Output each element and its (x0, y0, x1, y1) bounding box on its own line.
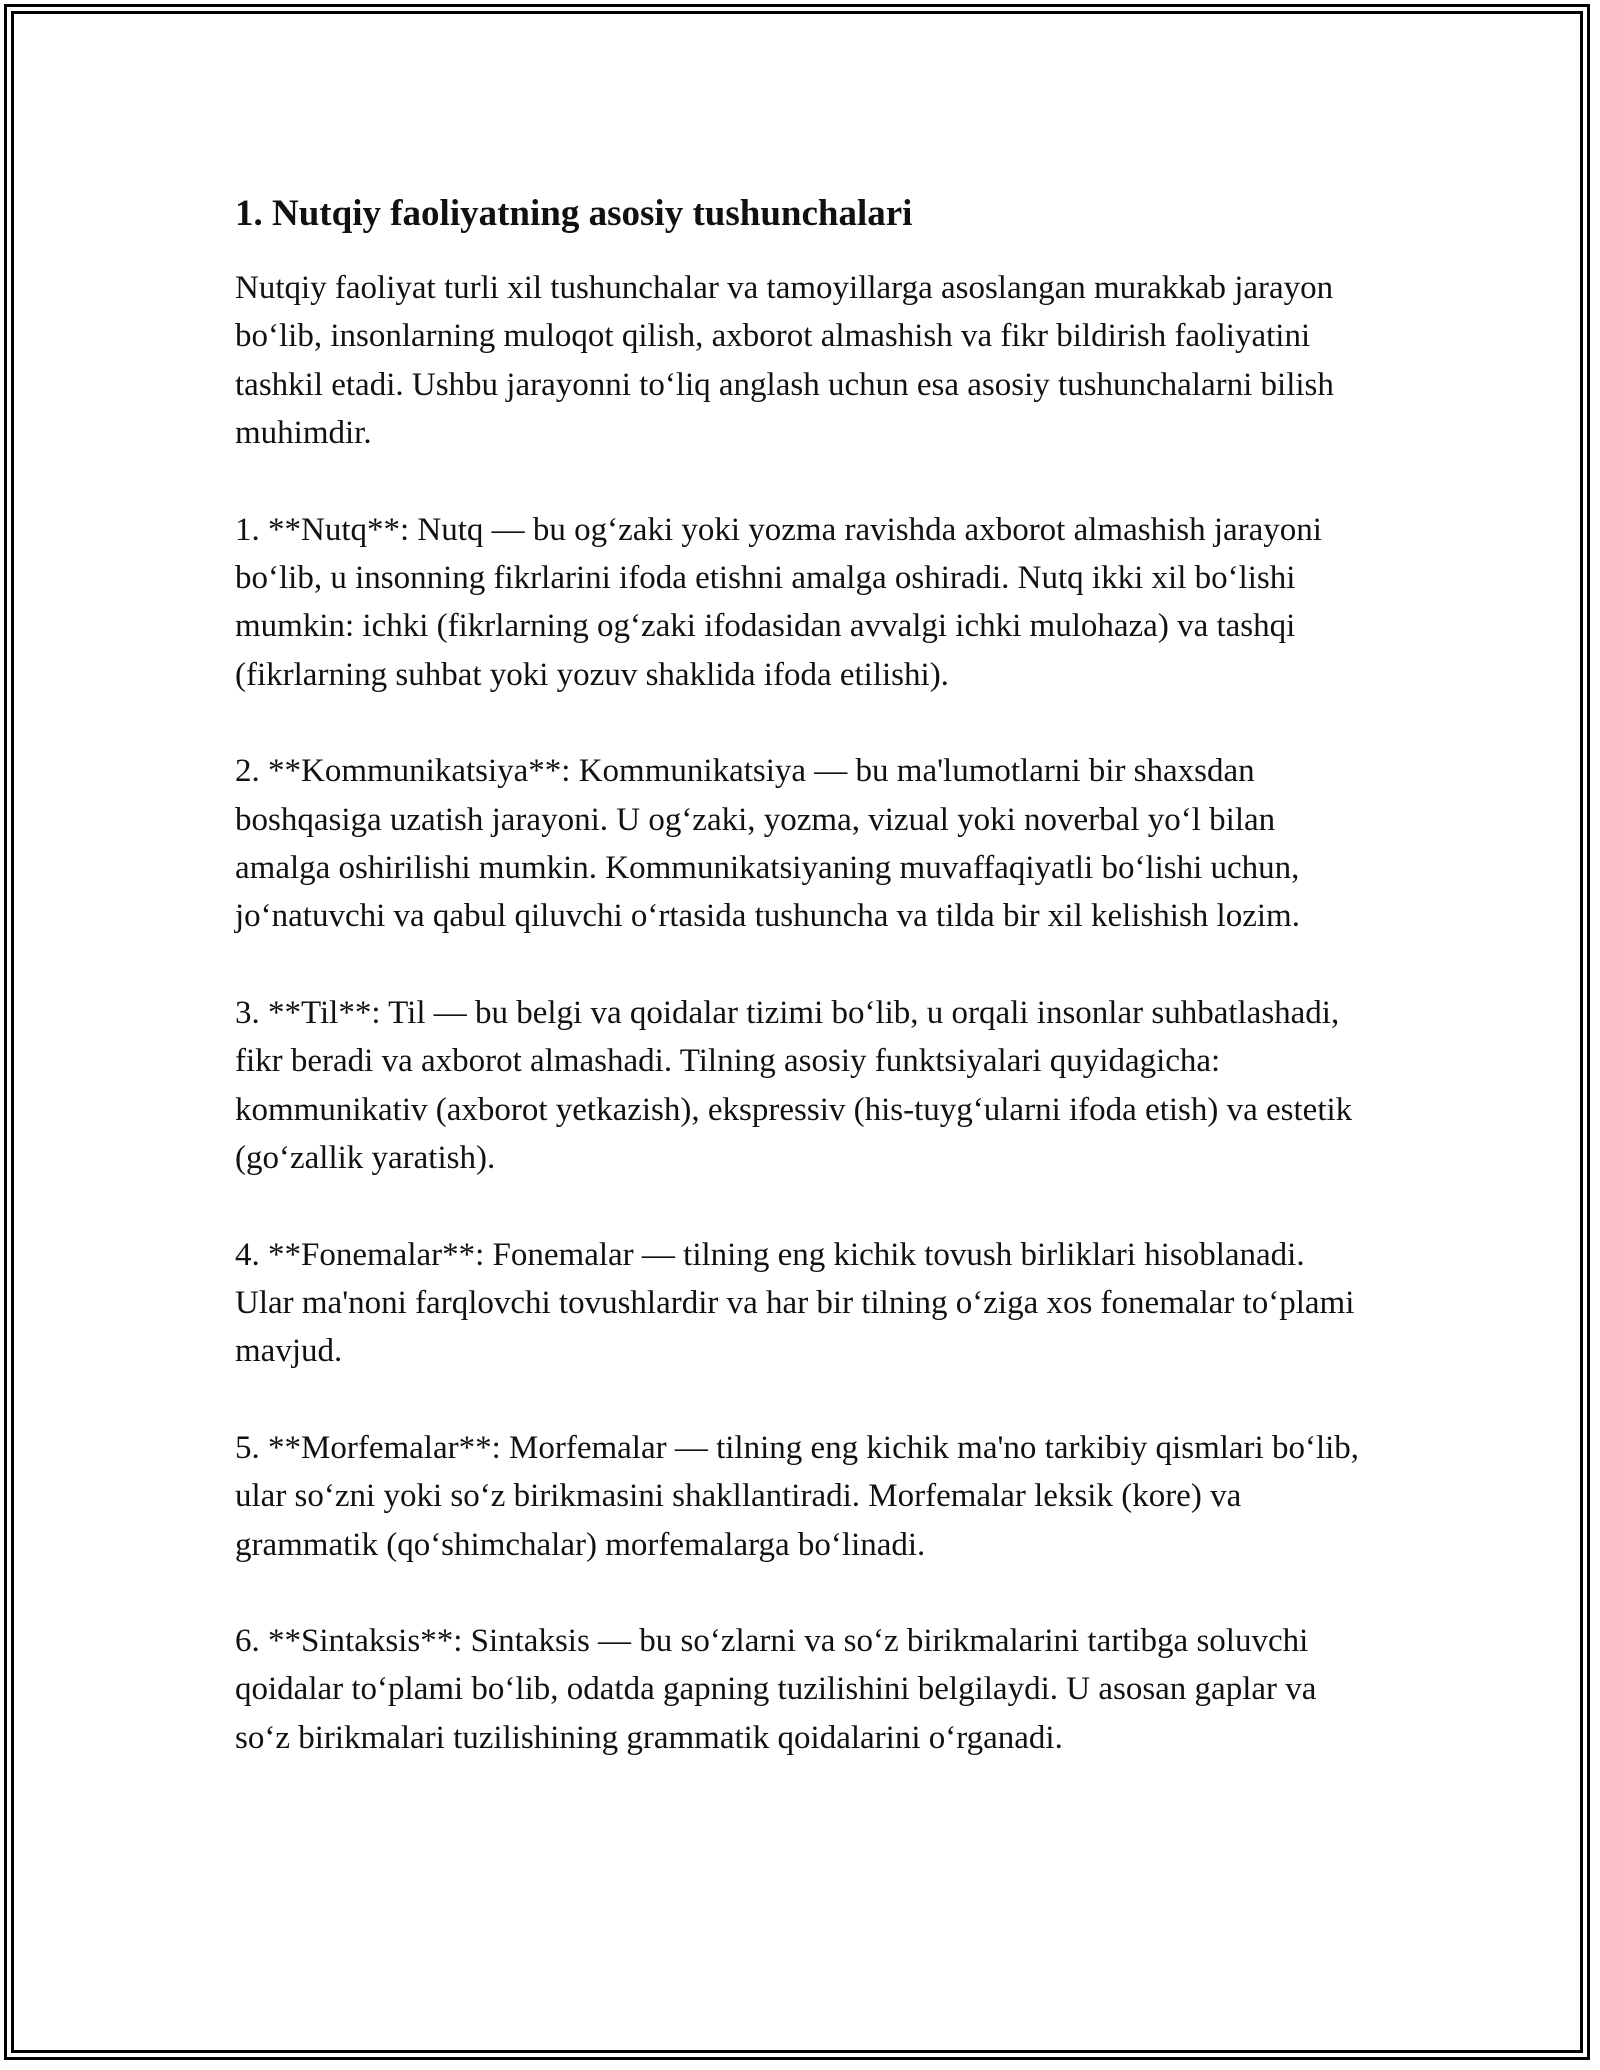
definition-item-til: 3. **Til**: Til — bu belgi va qoidalar tizimi bo‘lib, u orqali insonlar suhbatlashadi, fikr beradi va axborot almashadi. Tilning asosiy funktsiyalari quyidagicha: kommunikativ (axborot yetkazish), ekspressiv (his-tuyg‘ularni ifoda etish) va estetik (go‘zallik yaratish). (235, 994, 1353, 1177)
document-body (235, 186, 1365, 1762)
definition-item-nutq: 1. **Nutq**: Nutq — bu og‘zaki yoki yozma ravishda axborot almashish jarayoni bo‘lib, u insonning fikrlarini ifoda etishni amalga oshiradi. Nutq ikki xil bo‘lishi mumkin: ichki (fikrlarning og‘zaki ifodasidan avvalgi ichki mulohaza) va tashqi (fikrlarning suhbat yoki yozuv shaklida ifoda etilishi). (235, 511, 1322, 693)
definition-item-sintaksis: 6. **Sintaksis**: Sintaksis — bu so‘zlarni va so‘z birikmalarini tartibga soluvchi qoidalar to‘plami bo‘lib, odatda gapning tuzilishini belgilaydi. U asosan gaplar va so‘z birikmalari tuzilishining grammatik qoidalarini o‘rganadi. (235, 1622, 1317, 1756)
definition-item-fonemalar: 4. **Fonemalar**: Fonemalar — tilning eng kichik tovush birliklari hisoblanadi. Ular ma'noni farqlovchi tovushlardir va har bir tilning o‘ziga xos fonemalar to‘plami mavjud. (235, 1236, 1355, 1370)
definition-item-kommunikatsiya: 2. **Kommunikatsiya**: Kommunikatsiya — bu ma'lumotlarni bir shaxsdan boshqasiga uzatish jarayoni. U og‘zaki, yozma, vizual yoki noverbal yo‘l bilan amalga oshirilishi mumkin. Kommunikatsiyaning muvaffaqiyatli bo‘lishi uchun, jo‘natuvchi va qabul qiluvchi o‘rtasida tushuncha va tilda bir xil kelishish lozim. (235, 753, 1300, 935)
definition-list (235, 506, 1365, 1763)
definition-item-morfemalar: 5. **Morfemalar**: Morfemalar — tilning eng kichik ma'no tarkibiy qismlari bo‘lib, ular so‘zni yoki so‘z birikmasini shakllantiradi. Morfemalar leksik (kore) va grammatik (qo‘shimchalar) morfemalarga bo‘linadi. (235, 1429, 1360, 1563)
intro-paragraph: Nutqiy faoliyat turli xil tushunchalar va tamoyillarga asoslangan murakkab jarayon bo‘lib, insonlarning muloqot qilish, axborot almashish va fikr bildirish faoliyatini tashkil etadi. Ushbu jarayonni to‘liq anglash uchun esa asosiy tushunchalarni bilish muhimdir. (235, 270, 1334, 452)
section-heading: 1. Nutqiy faoliyatning asosiy tushunchalari (235, 193, 913, 234)
